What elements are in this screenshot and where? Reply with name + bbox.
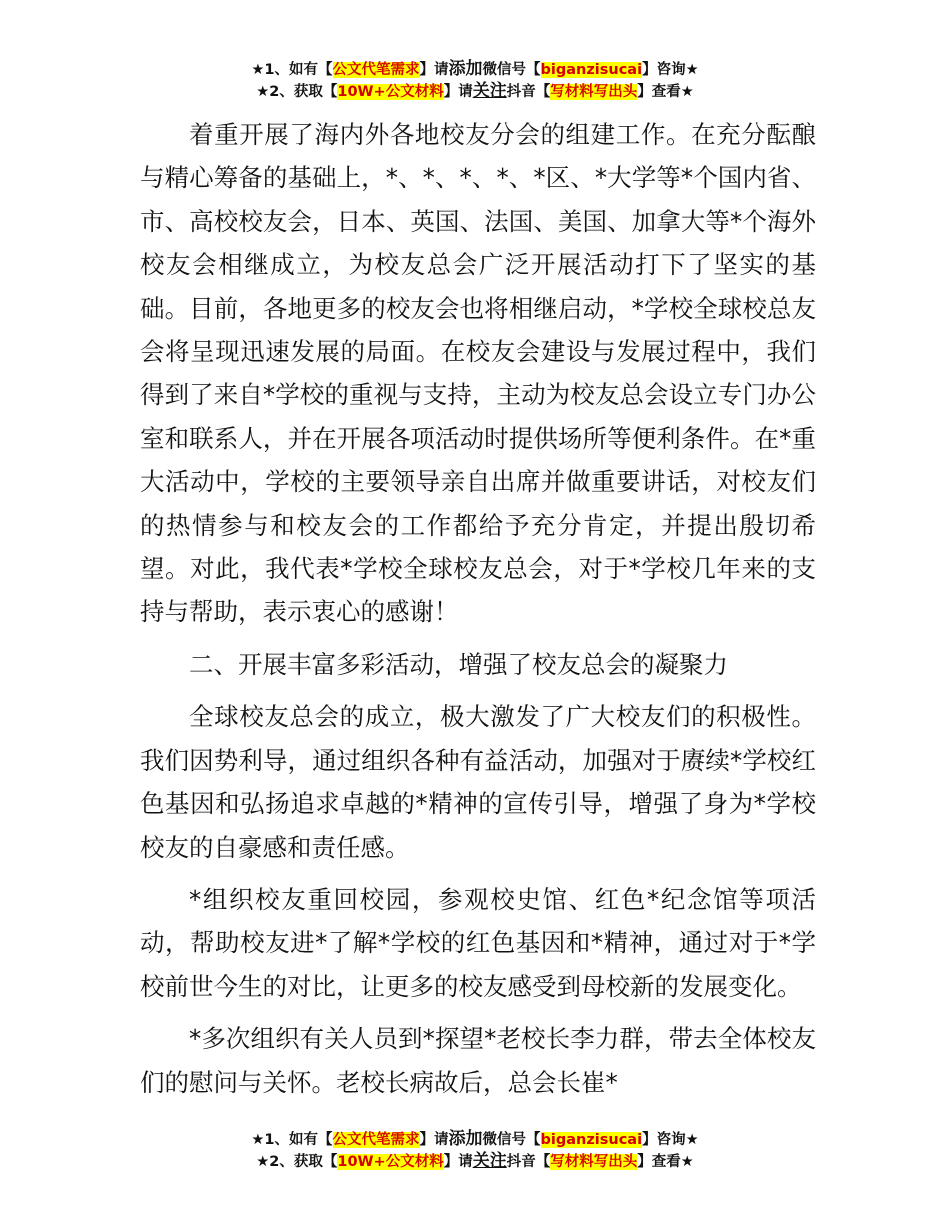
banner-text: 】咨询★ xyxy=(642,62,699,78)
banner-text: ★2、获取【 xyxy=(256,1154,338,1170)
banner-text: 】查看★ xyxy=(637,84,694,100)
banner-douyin-id: 写材料写出头 xyxy=(550,1154,638,1170)
paragraph: *组织校友重回校园，参观校史馆、红色*纪念馆等项活动，帮助校友进*了解*学校的红色基因和*精神，通过对于*学校前世今生的对比，让更多的校友感受到母校新的发展变化。 xyxy=(140,884,816,1001)
banner-emphasis: 添加 xyxy=(448,59,483,79)
section-heading: 二、开展丰富多彩活动，增强了校友总会的凝聚力 xyxy=(189,649,728,679)
banner-highlight: 公文代笔需求 xyxy=(332,1132,420,1148)
banner-line-1 xyxy=(0,58,950,80)
banner-text: ★2、获取【 xyxy=(256,84,338,100)
banner-wechat-id: biganzisucai xyxy=(540,62,643,78)
banner-text: 微信号【 xyxy=(482,1132,541,1148)
banner-text: 】请 xyxy=(419,62,449,78)
document-body xyxy=(140,113,816,1113)
banner-highlight: 10W+公文材料 xyxy=(337,84,444,100)
banner-text: 】请 xyxy=(419,1132,449,1148)
footer-banner xyxy=(0,1128,950,1172)
banner-douyin-id: 写材料写出头 xyxy=(550,84,638,100)
banner-highlight: 公文代笔需求 xyxy=(332,62,420,78)
paragraph: 着重开展了海内外各地校友分会的组建工作。在充分酝酿与精心筹备的基础上，*、*、*、*、*区、*大学等*个国内省、市、高校校友会，日本、英国、法国、美国、加拿大等*个海外校友会相继成立，为校友总会广泛开展活动打下了坚实的基础。目前，各地更多的校友会也将相继启动，*学校全球校总友会将呈现迅速发展的局面。在校友会建设与发展过程中，我们得到了来自*学校的重视与支持，主动为校友总会设立专门办公室和联系人，并在开展各项活动时提供场所等便利条件。在*重大活动中，学校的主要领导亲自出席并做重要讲话，对校友们的热情参与和校友会的工作都给予充分肯定，并提出殷切希望。对此，我代表*学校全球校友总会，对于*学校几年来的支持与帮助，表示衷心的感谢！ xyxy=(140,120,816,627)
banner-text: 】查看★ xyxy=(637,1154,694,1170)
banner-text: 抖音【 xyxy=(506,1154,551,1170)
banner-emphasis: 添加 xyxy=(448,1129,483,1149)
banner-line-2 xyxy=(0,1150,950,1172)
banner-text: ★1、如有【 xyxy=(251,1132,333,1148)
banner-line-1 xyxy=(0,1128,950,1150)
banner-highlight: 10W+公文材料 xyxy=(337,1154,444,1170)
header-banner xyxy=(0,58,950,102)
paragraph: 全球校友总会的成立，极大激发了广大校友们的积极性。我们因势利导，通过组织各种有益活动，加强对于赓续*学校红色基因和弘扬追求卓越的*精神的宣传引导，增强了身为*学校校友的自豪感和责任感。 xyxy=(140,702,816,862)
banner-emphasis: 关注 xyxy=(472,1151,507,1171)
paragraph: *多次组织有关人员到*探望*老校长李力群，带去全体校友们的慰问与关怀。老校长病故后，总会长崔* xyxy=(140,1024,816,1097)
banner-text: ★1、如有【 xyxy=(251,62,333,78)
banner-text: 】请 xyxy=(443,84,473,100)
banner-text: 】咨询★ xyxy=(642,1132,699,1148)
banner-line-2 xyxy=(0,80,950,102)
banner-text: 抖音【 xyxy=(506,84,551,100)
banner-text: 】请 xyxy=(443,1154,473,1170)
banner-text: 微信号【 xyxy=(482,62,541,78)
banner-wechat-id: biganzisucai xyxy=(540,1132,643,1148)
banner-emphasis: 关注 xyxy=(472,81,507,101)
